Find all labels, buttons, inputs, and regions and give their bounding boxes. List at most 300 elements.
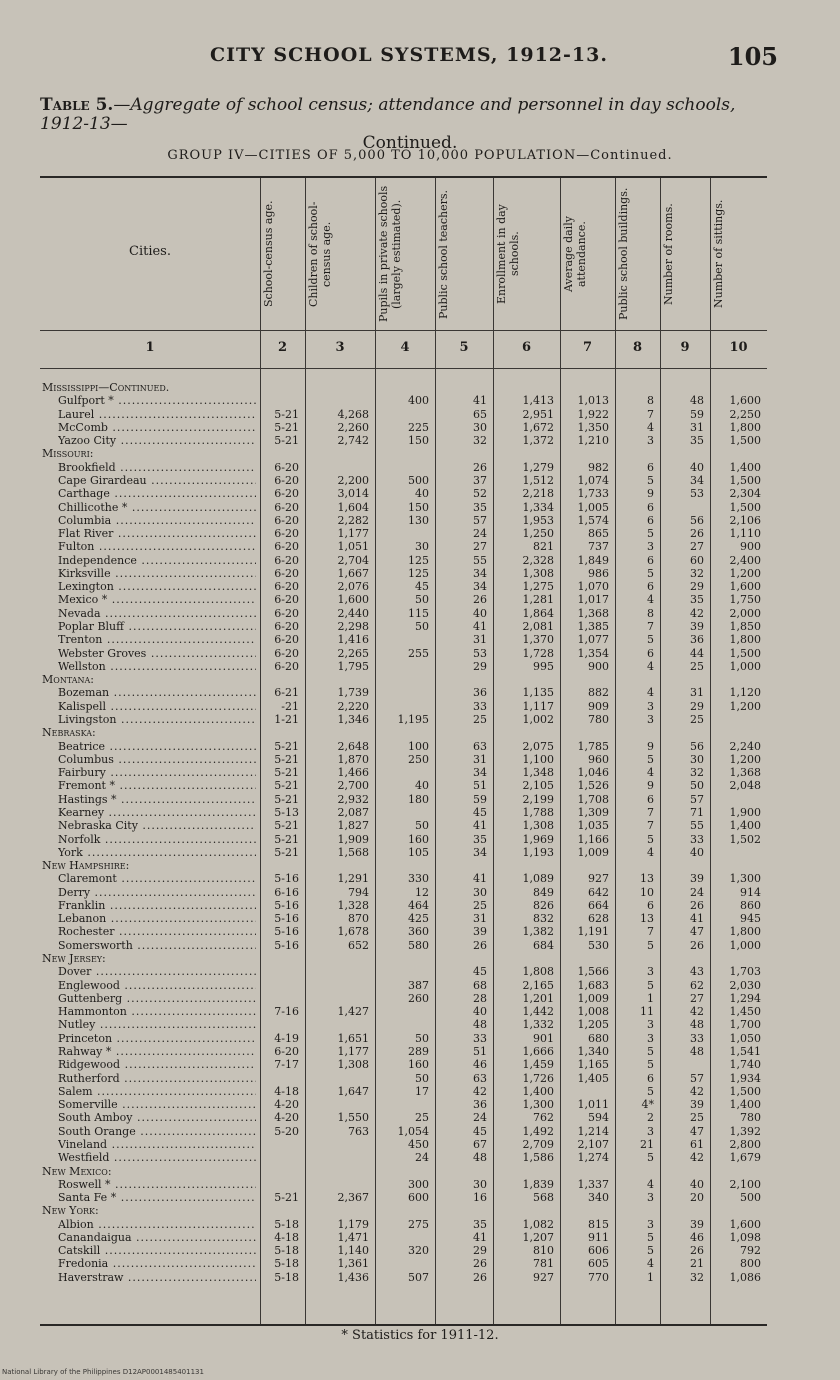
cell-attend: 530 xyxy=(588,938,609,952)
table-row xyxy=(40,834,767,846)
cell-buildings: 7 xyxy=(647,925,654,939)
cell-age: 1-21 xyxy=(274,713,299,726)
cell-teachers: 42 xyxy=(473,1084,487,1098)
cell-sittings: 1,600 xyxy=(729,394,761,408)
city-name: Trenton ..... xyxy=(58,634,256,646)
city-name: York ..... xyxy=(58,847,256,859)
city-name: Somerville ..... xyxy=(58,1099,256,1111)
cell-teachers: 24 xyxy=(473,527,487,541)
cell-teachers: 48 xyxy=(473,1151,487,1165)
cell-children: 1,651 xyxy=(337,1031,369,1045)
cell-sittings: 1,850 xyxy=(729,620,761,634)
cell-attend: 1,008 xyxy=(577,1005,609,1019)
cell-rooms: 44 xyxy=(690,646,704,660)
cell-buildings: 5 xyxy=(647,566,654,580)
cell-sittings: 1,392 xyxy=(729,1124,761,1138)
cell-age: 7-16 xyxy=(274,1005,299,1019)
cell-age: 6-20 xyxy=(274,580,299,594)
cell-children: 2,200 xyxy=(337,473,369,487)
cell-children: 2,076 xyxy=(337,580,369,594)
cell-teachers: 34 xyxy=(473,766,487,780)
cell-teachers: 41 xyxy=(473,819,487,833)
cell-children: 763 xyxy=(348,1124,369,1138)
cell-attend: 664 xyxy=(588,898,609,912)
cell-enroll: 832 xyxy=(533,912,554,926)
cell-attend: 1,405 xyxy=(577,1071,609,1085)
cell-private: 300 xyxy=(408,1177,429,1191)
cell-age: -21 xyxy=(281,699,299,713)
cell-sittings: 1,098 xyxy=(729,1230,761,1244)
cell-private: 30 xyxy=(415,540,429,554)
cell-teachers: 41 xyxy=(473,620,487,634)
cell-buildings: 13 xyxy=(640,872,654,886)
cell-teachers: 28 xyxy=(473,991,487,1005)
city-name: Carthage ..... xyxy=(58,488,256,500)
cell-attend: 1,274 xyxy=(577,1151,609,1165)
cell-sittings: 1,500 xyxy=(729,500,761,514)
city-name: Columbia ..... xyxy=(58,515,256,527)
cell-buildings: 5 xyxy=(647,1084,654,1098)
cell-rooms: 47 xyxy=(690,1124,704,1138)
city-name: Brookfield ..... xyxy=(58,462,256,474)
cell-attend: 982 xyxy=(588,460,609,474)
table-row xyxy=(40,634,767,646)
cell-attend: 815 xyxy=(588,1217,609,1231)
cell-sittings: 2,048 xyxy=(729,779,761,793)
city-name: Fairbury ..... xyxy=(58,767,256,779)
cell-enroll: 1,370 xyxy=(522,633,554,647)
cell-attend: 1,708 xyxy=(577,792,609,806)
cell-children: 1,604 xyxy=(337,500,369,514)
cell-buildings: 4 xyxy=(647,593,654,607)
column-header-buildings: Public school buildings. xyxy=(617,187,630,321)
cell-teachers: 51 xyxy=(473,779,487,793)
cell-rooms: 48 xyxy=(690,1045,704,1058)
cell-attend: 1,354 xyxy=(577,646,609,660)
cell-teachers: 30 xyxy=(473,1177,487,1191)
cell-private: 115 xyxy=(408,606,429,620)
city-name: Princeton ..... xyxy=(58,1033,256,1045)
cell-enroll: 2,951 xyxy=(522,407,554,421)
table-row xyxy=(40,409,767,421)
city-name: Columbus ..... xyxy=(58,754,256,766)
cell-sittings: 1,750 xyxy=(729,593,761,607)
cell-buildings: 5 xyxy=(647,752,654,766)
cell-rooms: 41 xyxy=(690,912,704,926)
cell-buildings: 6 xyxy=(647,646,654,660)
table-row xyxy=(40,900,767,912)
cell-attend: 1,046 xyxy=(577,766,609,780)
cell-sittings: 2,240 xyxy=(729,739,761,753)
cell-age: 5-21 xyxy=(274,845,299,859)
cell-attend: 1,785 xyxy=(577,739,609,753)
cell-buildings: 5 xyxy=(647,938,654,952)
table-row xyxy=(40,1059,767,1071)
cell-enroll: 1,193 xyxy=(522,845,554,859)
cell-attend: 2,107 xyxy=(577,1137,609,1151)
column-number: 6 xyxy=(521,340,532,355)
cell-enroll: 1,089 xyxy=(522,872,554,886)
cell-age: 5-16 xyxy=(274,938,299,952)
cell-buildings: 8 xyxy=(647,606,654,620)
column-number: 2 xyxy=(277,340,288,355)
cell-teachers: 41 xyxy=(473,1230,487,1244)
cell-children: 1,427 xyxy=(337,1005,369,1019)
cell-attend: 1,733 xyxy=(577,487,609,501)
table-row xyxy=(40,661,767,673)
cell-teachers: 39 xyxy=(473,925,487,939)
table-row xyxy=(40,581,767,593)
cell-rooms: 60 xyxy=(690,553,704,567)
page-header xyxy=(40,44,778,72)
cell-sittings: 1,368 xyxy=(729,766,761,780)
cell-sittings: 2,304 xyxy=(729,487,761,501)
data-table xyxy=(40,176,767,1326)
cell-children: 870 xyxy=(348,912,369,926)
table-row xyxy=(40,621,767,633)
cell-sittings: 900 xyxy=(740,540,761,554)
cell-buildings: 3 xyxy=(647,434,654,448)
cell-buildings: 5 xyxy=(647,1244,654,1258)
cell-children: 2,220 xyxy=(337,699,369,713)
cell-sittings: 500 xyxy=(740,1191,761,1205)
cell-teachers: 31 xyxy=(473,912,487,926)
cell-teachers: 34 xyxy=(473,566,487,580)
cell-buildings: 3 xyxy=(647,1217,654,1231)
cell-rooms: 48 xyxy=(690,1018,704,1032)
cell-buildings: 5 xyxy=(647,978,654,992)
cell-enroll: 1,082 xyxy=(522,1217,554,1231)
cell-buildings: 6 xyxy=(647,1071,654,1085)
table-row xyxy=(40,966,767,978)
cell-sittings: 945 xyxy=(740,912,761,926)
cell-private: 507 xyxy=(408,1270,429,1284)
cell-private: 105 xyxy=(408,845,429,859)
cell-attend: 1,337 xyxy=(577,1177,609,1191)
cell-rooms: 26 xyxy=(690,938,704,952)
state-heading-row xyxy=(40,1205,767,1217)
cell-rooms: 25 xyxy=(690,1111,704,1125)
column-number: 1 xyxy=(145,340,155,355)
cell-private: 250 xyxy=(408,752,429,766)
cell-teachers: 40 xyxy=(473,1005,487,1019)
cell-buildings: 6 xyxy=(647,500,654,514)
cell-teachers: 40 xyxy=(473,606,487,620)
city-name: Nutley ..... xyxy=(58,1019,256,1031)
cell-teachers: 63 xyxy=(473,739,487,753)
cell-age: 6-20 xyxy=(274,553,299,567)
cell-rooms: 29 xyxy=(690,699,704,713)
cell-rooms: 40 xyxy=(690,460,704,474)
city-name: Haverstraw ..... xyxy=(58,1272,256,1284)
column-header-rooms: Number of rooms. xyxy=(662,203,675,305)
cell-teachers: 30 xyxy=(473,885,487,899)
cell-age: 5-21 xyxy=(274,752,299,766)
cell-sittings: 1,200 xyxy=(729,699,761,713)
table-row xyxy=(40,980,767,992)
cell-attend: 1,035 xyxy=(577,819,609,833)
cell-enroll: 568 xyxy=(533,1191,554,1205)
cell-teachers: 35 xyxy=(473,500,487,514)
city-name: Englewood ..... xyxy=(58,980,256,992)
cell-buildings: 4 xyxy=(647,686,654,700)
table-row xyxy=(40,1245,767,1257)
city-name: Salem ..... xyxy=(58,1086,256,1098)
cell-buildings: 6 xyxy=(647,898,654,912)
cell-teachers: 25 xyxy=(473,898,487,912)
cell-teachers: 53 xyxy=(473,646,487,660)
cell-enroll: 1,348 xyxy=(522,766,554,780)
cell-age: 6-20 xyxy=(274,460,299,474)
table-row xyxy=(40,687,767,699)
cell-enroll: 849 xyxy=(533,885,554,899)
cell-buildings: 3 xyxy=(647,965,654,979)
cell-sittings: 1,500 xyxy=(729,1084,761,1098)
table-row xyxy=(40,1152,767,1164)
city-name: Beatrice ..... xyxy=(58,741,256,753)
cell-age: 6-20 xyxy=(274,646,299,660)
cell-age: 5-21 xyxy=(274,766,299,780)
table-title-continued: Continued. xyxy=(362,133,458,153)
city-name: Fremont * ..... xyxy=(58,780,256,792)
cell-buildings: 5 xyxy=(647,473,654,487)
cell-attend: 1,350 xyxy=(577,420,609,434)
cell-age: 5-21 xyxy=(274,832,299,846)
cell-age: 5-21 xyxy=(274,420,299,434)
cell-rooms: 33 xyxy=(690,1031,704,1045)
cell-children: 2,367 xyxy=(337,1191,369,1205)
city-name: Kalispell ..... xyxy=(58,701,256,713)
cell-rooms: 39 xyxy=(690,1217,704,1231)
table-row xyxy=(40,847,767,859)
cell-enroll: 1,788 xyxy=(522,805,554,819)
cell-enroll: 1,308 xyxy=(522,819,554,833)
state-name: Missouri: xyxy=(42,448,94,461)
cell-private: 17 xyxy=(415,1084,429,1098)
cell-enroll: 1,492 xyxy=(522,1124,554,1138)
cell-enroll: 1,666 xyxy=(522,1045,554,1058)
cell-attend: 1,340 xyxy=(577,1045,609,1058)
cell-buildings: 1 xyxy=(647,991,654,1005)
cell-age: 5-21 xyxy=(274,434,299,448)
cell-children: 4,268 xyxy=(337,407,369,421)
column-header-age: School-census age. xyxy=(262,200,275,308)
state-heading-row xyxy=(40,860,767,872)
cell-enroll: 901 xyxy=(533,1031,554,1045)
city-name: Lexington ..... xyxy=(58,581,256,593)
cell-buildings: 5 xyxy=(647,633,654,647)
cell-enroll: 1,808 xyxy=(522,965,554,979)
city-name: Yazoo City ..... xyxy=(58,435,256,447)
cell-attend: 1,011 xyxy=(577,1098,609,1112)
city-name: Catskill ..... xyxy=(58,1245,256,1257)
cell-attend: 865 xyxy=(588,527,609,541)
cell-buildings: 3 xyxy=(647,540,654,554)
cell-private: 40 xyxy=(415,779,429,793)
cell-teachers: 26 xyxy=(473,460,487,474)
cell-rooms: 39 xyxy=(690,1098,704,1112)
cell-teachers: 45 xyxy=(473,805,487,819)
cell-buildings: 6 xyxy=(647,553,654,567)
cell-rooms: 43 xyxy=(690,965,704,979)
cell-children: 2,087 xyxy=(337,805,369,819)
cell-attend: 1,368 xyxy=(577,606,609,620)
cell-age: 4-20 xyxy=(274,1111,299,1125)
cell-children: 1,568 xyxy=(337,845,369,859)
cell-sittings: 1,500 xyxy=(729,646,761,660)
cell-private: 45 xyxy=(415,580,429,594)
cell-attend: 1,005 xyxy=(577,500,609,514)
state-heading-row xyxy=(40,382,767,394)
cell-attend: 1,849 xyxy=(577,553,609,567)
table-row xyxy=(40,1073,767,1085)
cell-enroll: 2,105 xyxy=(522,779,554,793)
table-row xyxy=(40,913,767,925)
cell-enroll: 1,281 xyxy=(522,593,554,607)
city-name: Kirksville ..... xyxy=(58,568,256,580)
cell-private: 50 xyxy=(415,593,429,607)
column-number: 4 xyxy=(400,340,410,355)
cell-sittings: 780 xyxy=(740,1111,761,1125)
cell-rooms: 39 xyxy=(690,872,704,886)
cell-rooms: 53 xyxy=(690,487,704,501)
cell-teachers: 46 xyxy=(473,1058,487,1072)
cell-buildings: 4 xyxy=(647,659,654,673)
cell-private: 125 xyxy=(408,566,429,580)
cell-enroll: 1,586 xyxy=(522,1151,554,1165)
cell-buildings: 4* xyxy=(641,1098,654,1112)
cell-teachers: 41 xyxy=(473,394,487,408)
table-row xyxy=(40,780,767,792)
cell-private: 160 xyxy=(408,1058,429,1072)
cell-children: 1,647 xyxy=(337,1084,369,1098)
cell-enroll: 1,372 xyxy=(522,434,554,448)
cell-rooms: 34 xyxy=(690,473,704,487)
cell-attend: 1,166 xyxy=(577,832,609,846)
cell-rooms: 40 xyxy=(690,845,704,859)
cell-attend: 605 xyxy=(588,1257,609,1271)
cell-attend: 1,165 xyxy=(577,1058,609,1072)
table-row xyxy=(40,807,767,819)
cell-rooms: 24 xyxy=(690,885,704,899)
cell-children: 2,265 xyxy=(337,646,369,660)
cell-rooms: 31 xyxy=(690,420,704,434)
cell-attend: 960 xyxy=(588,752,609,766)
cell-teachers: 29 xyxy=(473,1244,487,1258)
cell-age: 4-20 xyxy=(274,1098,299,1112)
cell-enroll: 821 xyxy=(533,540,554,554)
cell-private: 125 xyxy=(408,553,429,567)
cell-private: 50 xyxy=(415,620,429,634)
city-name: Cape Girardeau ..... xyxy=(58,475,256,487)
cell-buildings: 3 xyxy=(647,699,654,713)
cell-children: 1,179 xyxy=(337,1217,369,1231)
cell-teachers: 30 xyxy=(473,420,487,434)
cell-sittings: 1,050 xyxy=(729,1031,761,1045)
cell-sittings: 1,000 xyxy=(729,938,761,952)
city-name: Poplar Bluff ..... xyxy=(58,621,256,633)
cell-children: 1,550 xyxy=(337,1111,369,1125)
cell-buildings: 9 xyxy=(647,739,654,753)
cell-teachers: 45 xyxy=(473,1124,487,1138)
cell-sittings: 914 xyxy=(740,885,761,899)
cell-sittings: 1,900 xyxy=(729,805,761,819)
cell-private: 180 xyxy=(408,792,429,806)
column-number: 3 xyxy=(335,340,345,355)
cell-teachers: 45 xyxy=(473,965,487,979)
cell-attend: 1,191 xyxy=(577,925,609,939)
cell-buildings: 3 xyxy=(647,1031,654,1045)
city-name: Dover ..... xyxy=(58,966,256,978)
cell-rooms: 32 xyxy=(690,1270,704,1284)
table-row xyxy=(40,887,767,899)
cell-sittings: 1,800 xyxy=(729,633,761,647)
cell-enroll: 2,328 xyxy=(522,553,554,567)
cell-children: 794 xyxy=(348,885,369,899)
table-label: Table 5. xyxy=(40,95,114,115)
cell-rooms: 31 xyxy=(690,686,704,700)
cell-attend: 1,009 xyxy=(577,991,609,1005)
cell-children: 1,827 xyxy=(337,819,369,833)
table-row xyxy=(40,1019,767,1031)
cell-private: 150 xyxy=(408,434,429,448)
state-name: New Hampshire: xyxy=(42,860,130,873)
city-name: Nevada ..... xyxy=(58,608,256,620)
cell-rooms: 30 xyxy=(690,752,704,766)
cell-sittings: 792 xyxy=(740,1244,761,1258)
cell-rooms: 40 xyxy=(690,1177,704,1191)
cell-buildings: 9 xyxy=(647,779,654,793)
cell-rooms: 36 xyxy=(690,633,704,647)
cell-teachers: 16 xyxy=(473,1191,487,1205)
column-header-sittings: Number of sittings. xyxy=(712,199,725,309)
cell-children: 1,739 xyxy=(337,686,369,700)
cell-sittings: 1,740 xyxy=(729,1058,761,1072)
cell-sittings: 2,800 xyxy=(729,1137,761,1151)
cell-age: 6-20 xyxy=(274,540,299,554)
cell-sittings: 1,400 xyxy=(729,1098,761,1112)
cell-attend: 1,013 xyxy=(577,394,609,408)
cell-rooms: 21 xyxy=(690,1257,704,1271)
cell-attend: 680 xyxy=(588,1031,609,1045)
table-row xyxy=(40,873,767,885)
cell-attend: 1,070 xyxy=(577,580,609,594)
cell-rooms: 26 xyxy=(690,527,704,541)
cell-sittings: 1,703 xyxy=(729,965,761,979)
cell-teachers: 36 xyxy=(473,686,487,700)
cell-sittings: 1,600 xyxy=(729,1217,761,1231)
cell-private: 1,195 xyxy=(397,713,429,726)
column-number: 9 xyxy=(680,340,690,355)
cell-sittings: 1,200 xyxy=(729,566,761,580)
cell-age: 5-18 xyxy=(274,1257,299,1271)
cell-private: 25 xyxy=(415,1111,429,1125)
column-header-teachers: Public school teachers. xyxy=(437,189,450,319)
cell-buildings: 4 xyxy=(647,845,654,859)
cell-buildings: 4 xyxy=(647,420,654,434)
cell-age: 5-16 xyxy=(274,898,299,912)
cell-rooms: 35 xyxy=(690,434,704,448)
cell-attend: 1,017 xyxy=(577,593,609,607)
cell-sittings: 2,250 xyxy=(729,407,761,421)
cell-buildings: 7 xyxy=(647,620,654,634)
cell-rooms: 33 xyxy=(690,832,704,846)
city-name: Claremont ..... xyxy=(58,873,256,885)
city-name: Flat River ..... xyxy=(58,528,256,540)
cell-enroll: 1,413 xyxy=(522,394,554,408)
cell-enroll: 2,218 xyxy=(522,487,554,501)
cell-private: 450 xyxy=(408,1137,429,1151)
